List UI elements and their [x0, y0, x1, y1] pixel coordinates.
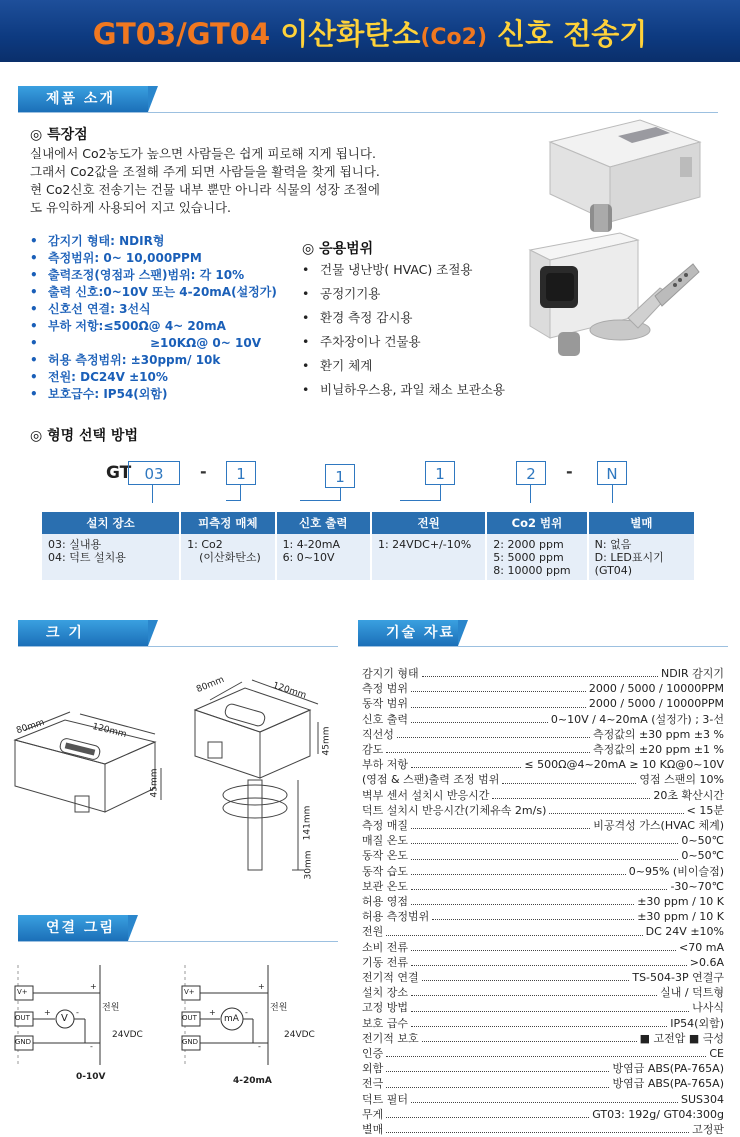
tech-value: ±30 ppm / 10 K	[637, 895, 724, 909]
section-tab-size: 크 기	[18, 620, 148, 646]
list-item: • 환기 체계	[302, 354, 562, 378]
tech-label: 덕트 필터	[362, 1092, 409, 1106]
leader-dots	[386, 1087, 609, 1088]
tech-label: 보관 온도	[362, 879, 409, 893]
minus-sign: -	[76, 1008, 79, 1017]
tech-label: 외함	[362, 1062, 384, 1076]
wall-unit-photo	[530, 112, 710, 237]
tech-label: 직선성	[362, 727, 394, 741]
tech-value: 측정값의 ±30 ppm ±3 %	[592, 727, 724, 741]
caption-current: 4-20mA	[233, 1076, 272, 1086]
tech-label: 벽부 센서 설치시 반응시간	[362, 788, 490, 802]
tech-label: 매질 온도	[362, 834, 409, 848]
model-code-power: 1	[425, 461, 455, 485]
leader-dots	[411, 707, 586, 708]
tech-label: 측정 범위	[362, 682, 409, 696]
model-dash: -	[566, 462, 573, 481]
tech-label: 전기적 연결	[362, 971, 419, 985]
leader-dots	[411, 859, 678, 860]
tech-row	[362, 1016, 724, 1031]
tech-value: 실내 / 덕트형	[660, 986, 724, 1000]
dim-depth: 80mm	[195, 674, 226, 696]
tech-row	[362, 970, 724, 985]
leader-dots	[411, 1026, 667, 1027]
model-dash: -	[200, 462, 207, 481]
leader-dots	[411, 843, 678, 844]
leader-dots	[411, 874, 626, 875]
tech-label: (영점 & 스팬)출력 조정 범위	[362, 773, 500, 787]
tech-value: GT03: 192g/ GT04:300g	[592, 1107, 724, 1121]
list-item: • 건물 냉난방( HVAC) 조절용	[302, 258, 562, 282]
voltmeter-label: V	[61, 1013, 68, 1024]
tech-value: 비공격성 가스(HVAC 체계)	[593, 819, 724, 833]
model-code-output: 1	[325, 464, 355, 488]
tech-label: 무게	[362, 1107, 384, 1121]
power-label: 전원	[102, 1003, 120, 1013]
leader-dots	[411, 722, 548, 723]
model-code-option: N	[597, 461, 627, 485]
leader-dots	[549, 813, 683, 814]
ammeter-label: mA	[224, 1014, 239, 1024]
tech-row	[362, 696, 724, 711]
list-item: • 출력조정(영점과 스팬)범위: 각 10%	[30, 267, 320, 284]
tech-value: 방염급 ABS(PA-765A)	[612, 1077, 724, 1091]
tech-row	[362, 879, 724, 894]
leader-dots	[411, 995, 657, 996]
list-item: • ≥10KΩ@ 0~ 10V	[30, 335, 320, 352]
tech-value: DC 24V ±10%	[645, 925, 724, 939]
tech-label: 동작 범위	[362, 697, 409, 711]
model-column: 전원 1: 24VDC+/-10%	[372, 512, 485, 580]
section-tab-product-intro: 제품 소개	[18, 86, 148, 112]
tech-row	[362, 1061, 724, 1076]
tech-row	[362, 666, 724, 681]
minus-sign: -	[90, 1042, 93, 1051]
tech-label: 보호 급수	[362, 1016, 409, 1030]
leader-dots	[502, 783, 636, 784]
tech-label: 고정 방법	[362, 1001, 409, 1015]
tech-value: 0~10V / 4~20mA (설정가) ; 3-선	[550, 712, 724, 726]
tech-spec-table	[362, 666, 724, 1137]
plus-sign: +	[44, 1008, 51, 1017]
duct-unit-dimension-drawing	[180, 670, 340, 885]
tech-label: 전기적 보호	[362, 1031, 419, 1045]
tech-value: >0.6A	[689, 955, 724, 969]
tech-label: 설치 장소	[362, 986, 409, 1000]
terminal-vplus: V+	[184, 988, 195, 996]
minus-sign: -	[258, 1042, 261, 1051]
leader-dots	[422, 980, 630, 981]
tech-label: 감지기 형태	[362, 667, 419, 680]
tech-row	[362, 848, 724, 863]
tech-label: 부하 저항	[362, 758, 409, 772]
tech-row	[362, 833, 724, 848]
leader-dots	[411, 965, 687, 966]
tech-value: -30~70℃	[670, 879, 724, 893]
list-item: • 부하 저항:≤500Ω@ 4~ 20mA	[30, 318, 320, 335]
model-table	[42, 512, 694, 580]
tech-value: TS-504-3P 연결구	[632, 971, 724, 985]
terminal-gnd: GND	[15, 1038, 32, 1046]
terminal-gnd: GND	[182, 1038, 199, 1046]
tech-label: 소비 전류	[362, 940, 409, 954]
tech-row	[362, 772, 724, 787]
tech-value: 2000 / 5000 / 10000PPM	[588, 682, 724, 696]
tech-label: 인증	[362, 1047, 384, 1061]
tech-row	[362, 1031, 724, 1046]
tech-value: 20초 확산시간	[653, 788, 724, 802]
tech-value: CE	[709, 1047, 724, 1061]
power-label: 전원	[270, 1003, 288, 1013]
list-item: • 공정기기용	[302, 282, 562, 306]
tech-label: 기동 전류	[362, 955, 409, 969]
caption-voltage: 0-10V	[76, 1072, 106, 1082]
leader-dots	[411, 950, 676, 951]
minus-sign: -	[245, 1008, 248, 1017]
applications-heading: ◎ 응용범위	[302, 241, 374, 257]
dim-tip: 30mm	[303, 850, 314, 880]
tech-row	[362, 1046, 724, 1061]
page-title: GT03/GT04 이산화탄소(Co2) 신호 전송기	[92, 17, 648, 51]
tech-row	[362, 742, 724, 757]
model-column: 별매 N: 없음 D: LED표시기(GT04)	[589, 512, 694, 580]
tech-label: 동작 습도	[362, 864, 409, 878]
tech-row	[362, 894, 724, 909]
dim-height: 45mm	[321, 726, 332, 756]
tech-label: 동작 온도	[362, 849, 409, 863]
list-item: • 허용 측정범위: ±30ppm/ 10k	[30, 352, 320, 369]
terminal-out: OUT	[15, 1014, 30, 1022]
tech-label: 전극	[362, 1077, 384, 1091]
tech-value: 측정값의 ±20 ppm ±1 %	[592, 743, 724, 757]
dim-width: 120mm	[271, 680, 308, 702]
terminal-out: OUT	[182, 1014, 197, 1022]
supply-label: 24VDC	[112, 1030, 143, 1040]
leader-dots	[411, 767, 521, 768]
tech-row	[362, 1092, 724, 1107]
model-column: 설치 장소 03: 실내용 04: 덕트 설치용	[42, 512, 179, 580]
tech-value: 나사식	[692, 1001, 724, 1015]
tech-value: < 15분	[686, 803, 724, 817]
leader-dots	[411, 904, 634, 905]
tech-row	[362, 1000, 724, 1015]
tech-value: 고정판	[692, 1123, 724, 1137]
plus-sign: +	[209, 1008, 216, 1017]
tech-row	[362, 1107, 724, 1122]
tech-value: SUS304	[680, 1092, 724, 1106]
leader-dots	[422, 676, 658, 677]
tech-value: ±30 ppm / 10 K	[637, 910, 724, 924]
dim-probe: 141mm	[302, 805, 313, 841]
leader-dots	[411, 1011, 689, 1012]
model-code-location: 03	[128, 461, 180, 485]
tech-value: IP54(외함)	[670, 1016, 724, 1030]
terminal-vplus: V+	[17, 988, 28, 996]
tech-value: NDIR 감지기	[661, 667, 724, 680]
tech-label: 허용 측정범위	[362, 910, 430, 924]
section-tab-wiring: 연결 그림	[18, 915, 128, 941]
tech-value: 0~95% (비이슬점)	[628, 864, 724, 878]
list-item: • 전원: DC24V ±10%	[30, 369, 320, 386]
leader-dots	[492, 798, 650, 799]
tech-value: 0~50℃	[681, 834, 724, 848]
features-heading: ◎ 특장점	[30, 127, 88, 143]
model-code-medium: 1	[226, 461, 256, 485]
list-item: • 신호선 연결: 3선식	[30, 301, 320, 318]
tech-row	[362, 909, 724, 924]
section-tab-tech: 기술 자료	[358, 620, 458, 646]
leader-dots	[386, 1056, 706, 1057]
tech-row	[362, 864, 724, 879]
tech-row	[362, 818, 724, 833]
leader-dots	[386, 1117, 589, 1118]
list-item: • 감지기 형태: NDIR형	[30, 233, 320, 250]
leader-dots	[397, 737, 590, 738]
model-prefix: GT	[106, 463, 132, 483]
tech-label: 전원	[362, 925, 384, 939]
divider	[358, 646, 728, 647]
tech-label: 허용 영점	[362, 895, 409, 909]
leader-dots	[432, 919, 634, 920]
list-item: • 비닐하우스용, 과일 채소 보관소용	[302, 378, 562, 402]
tech-row	[362, 712, 724, 727]
tech-value: <70 mA	[679, 940, 724, 954]
plus-sign: +	[90, 982, 97, 991]
tech-row	[362, 757, 724, 772]
tech-row	[362, 940, 724, 955]
dim-width: 120mm	[91, 721, 128, 741]
tech-value: 영점 스팬의 10%	[639, 773, 724, 787]
model-code-range: 2	[516, 461, 546, 485]
leader-dots	[411, 889, 667, 890]
tech-row	[362, 788, 724, 803]
features-paragraph: 실내에서 Co2농도가 높으면 사람들은 쉽게 피로해 지게 됩니다. 그래서 Co2값을 조절해 주게 되면 사람들을 활력을 찾게 됩니다. 현 Co2신호 전송기는 건물 내부 뿐만 아니라 식물의 성장 조절에 도 유익하게 사용되어 지고 있습니다.	[30, 146, 380, 215]
tech-row	[362, 803, 724, 818]
divider	[18, 646, 338, 647]
model-column: Co2 범위 2: 2000 ppm 5: 5000 ppm 8: 10000 ppm	[487, 512, 586, 580]
leader-dots	[411, 1102, 678, 1103]
tech-row	[362, 955, 724, 970]
leader-dots	[422, 1041, 637, 1042]
leader-dots	[411, 828, 590, 829]
list-item: • 출력 신호:0~10V 또는 4-20mA(설정가)	[30, 284, 320, 301]
tech-label: 신호 출력	[362, 712, 409, 726]
list-item: • 보호급수: IP54(외함)	[30, 386, 320, 403]
leader-dots	[386, 1132, 689, 1133]
model-column: 피측정 매체 1: Co2 (이산화탄소)	[181, 512, 274, 580]
list-item: • 측정범위: 0~ 10,000PPM	[30, 250, 320, 267]
dim-height: 45mm	[149, 768, 160, 798]
leader-dots	[386, 935, 642, 936]
tech-value: ■ 고전압 ■ 극성	[639, 1031, 724, 1045]
tech-value: 0~50℃	[681, 849, 724, 863]
divider	[18, 941, 338, 942]
list-item: • 환경 측정 감시용	[302, 306, 562, 330]
feature-list	[30, 233, 320, 403]
tech-row	[362, 924, 724, 939]
leader-dots	[386, 1071, 609, 1072]
tech-row	[362, 681, 724, 696]
model-column: 신호 출력 1: 4-20mA 6: 0~10V	[277, 512, 370, 580]
duct-unit-photo	[510, 228, 700, 428]
tech-value: 2000 / 5000 / 10000PPM	[588, 697, 724, 711]
tech-value: ≤ 500Ω@4~20mA ≥ 10 KΩ@0~10V	[524, 758, 724, 772]
tech-label: 감도	[362, 743, 384, 757]
model-select-heading: ◎ 형명 선택 방법	[30, 428, 138, 444]
dim-depth: 80mm	[15, 717, 46, 737]
tech-row	[362, 985, 724, 1000]
list-item: • 주차장이나 건물용	[302, 330, 562, 354]
leader-dots	[386, 752, 590, 753]
plus-sign: +	[258, 982, 265, 991]
tech-value: 방염급 ABS(PA-765A)	[612, 1062, 724, 1076]
tech-label: 측정 매질	[362, 819, 409, 833]
supply-label: 24VDC	[284, 1030, 315, 1040]
leader-dots	[411, 691, 586, 692]
tech-row	[362, 727, 724, 742]
tech-label: 별매	[362, 1123, 384, 1137]
tech-row	[362, 1076, 724, 1091]
tech-label: 덕트 설치시 반응시간(기체유속 2m/s)	[362, 803, 547, 817]
